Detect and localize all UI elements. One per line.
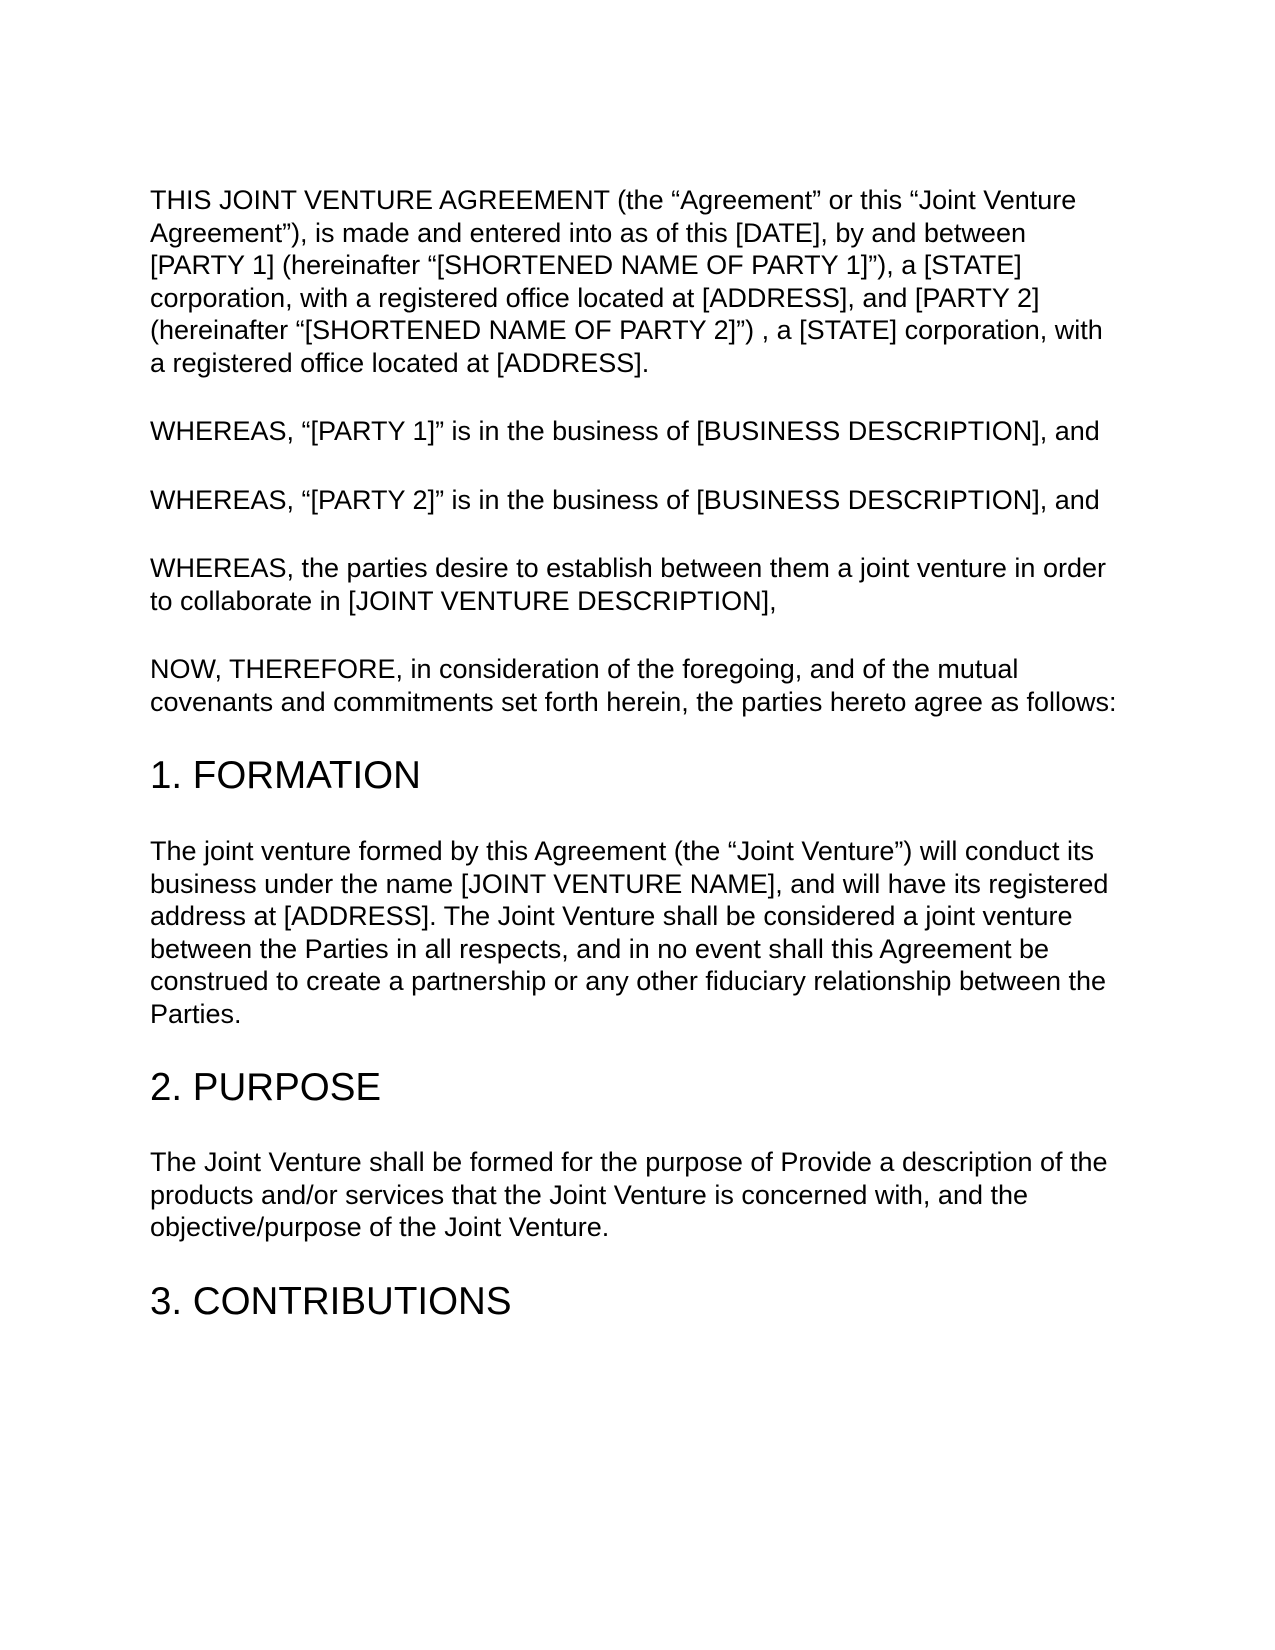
section-heading-contributions: 3. CONTRIBUTIONS	[150, 1279, 512, 1323]
document-body	[150, 184, 1125, 1324]
now-therefore-paragraph: NOW, THEREFORE, in consideration of the foregoing, and of the mutual covenants and commitments set forth herein, the parties hereto agree as follows:	[150, 654, 1117, 717]
section-heading-formation: 1. FORMATION	[150, 754, 421, 797]
whereas-joint-venture-paragraph: WHEREAS, the parties desire to establish between them a joint venture in order to collaborate in [JOINT VENTURE DESCRIPTION],	[150, 553, 1106, 616]
intro-paragraph: THIS JOINT VENTURE AGREEMENT (the “Agreement” or this “Joint Venture Agreement”), is made and entered into as of this [DATE], by and between [PARTY 1] (hereinafter “[SHORTENED NAME OF PARTY 1]”), a [STATE] corporation, with a registered office located at [ADDRESS], and [PARTY 2] (hereinafter “[SHORTENED NAME OF PARTY 2]”) , a [STATE] corporation, with a registered office located at [ADDRESS].	[150, 185, 1103, 378]
section-body-purpose: The Joint Venture shall be formed for the purpose of Provide a description of the products and/or services that the Joint Venture is concerned with, and the objective/purpose of the Joint Venture.	[150, 1147, 1108, 1242]
section-heading-purpose: 2. PURPOSE	[150, 1066, 382, 1109]
whereas-party-2-paragraph: WHEREAS, “[PARTY 2]” is in the business of [BUSINESS DESCRIPTION], and	[150, 484, 1100, 515]
section-body-formation: The joint venture formed by this Agreement (the “Joint Venture”) will conduct its business under the name [JOINT VENTURE NAME], and will have its registered address at [ADDRESS]. The Joint Venture shall be considered a joint venture between the Parties in all respects, and in no event shall this Agreement be construed to create a partnership or any other fiduciary relationship between the Parties.	[150, 836, 1109, 1029]
whereas-party-1-paragraph: WHEREAS, “[PARTY 1]” is in the business of [BUSINESS DESCRIPTION], and	[150, 416, 1100, 446]
